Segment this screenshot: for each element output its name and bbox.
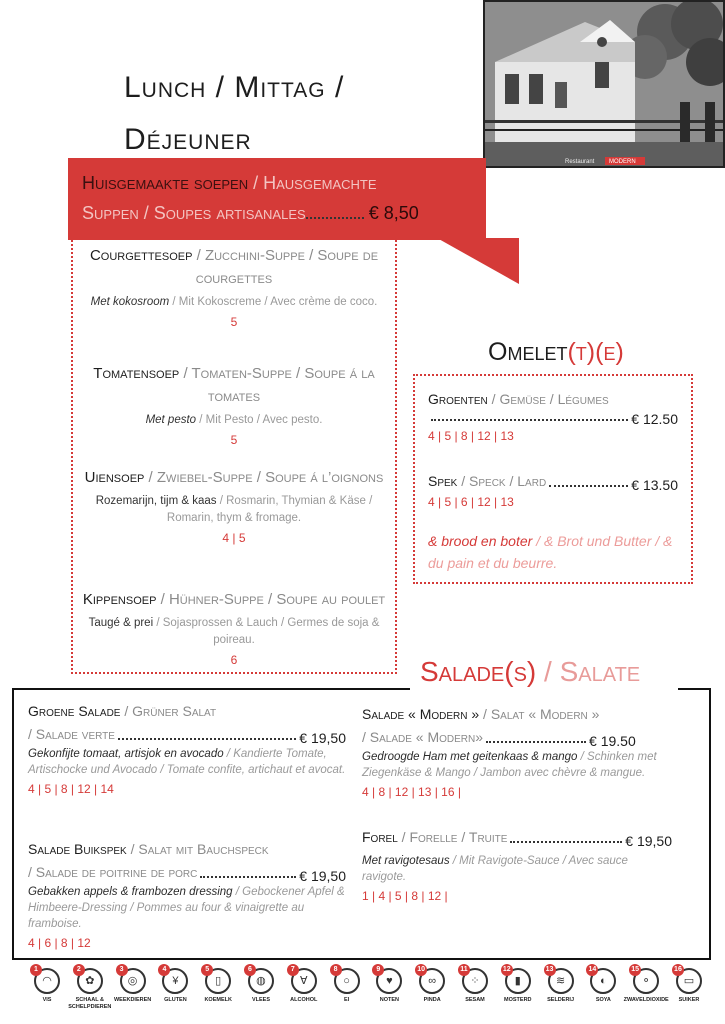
allergen-glyph: ⁘ [470, 975, 480, 987]
item-name-other: / Speck / Lard [457, 473, 547, 489]
item-name-nl: Spek [428, 473, 458, 489]
salads-heading [420, 656, 640, 688]
allergen-codes: 4 | 5 | 8 | 12 | 14 [28, 782, 114, 796]
allergen-koemelk [199, 968, 237, 1024]
allergen-number: 10 [415, 964, 427, 976]
allergen-codes: 4 | 5 | 8 | 12 | 13 [428, 429, 514, 443]
item-name-other: / Hühner-Suppe / Soupe au poulet [156, 591, 386, 608]
allergen-glyph: ◎ [127, 975, 138, 987]
allergen-gluten [156, 968, 194, 1024]
omelet-note-other: / & Brot und Butter / & du pain et du beurre. [428, 533, 673, 571]
banner-fold [437, 238, 519, 284]
allergen-number: 14 [586, 964, 598, 976]
soups-banner-text [82, 168, 462, 228]
allergen-number: 7 [287, 964, 299, 976]
soups-price: € 8,50 [368, 203, 419, 223]
peanut-icon [419, 968, 445, 994]
item-desc-other: / Sojasprossen & Lauch / Germes de soja & poireau. [153, 617, 380, 646]
meat-icon [248, 968, 274, 994]
allergen-number: 13 [544, 964, 556, 976]
omelet-note [428, 530, 688, 574]
allergen-vis [28, 968, 66, 1024]
allergen-number: 8 [330, 964, 342, 976]
allergen-label: PINDA [423, 997, 441, 1003]
allergen-number: 16 [672, 964, 684, 976]
allergen-number: 11 [458, 964, 470, 976]
item-name-nl: Salade Buikspek [28, 841, 127, 857]
allergen-codes: 4 | 5 | 6 | 12 | 13 [428, 495, 514, 509]
allergen-label: GLUTEN [164, 997, 187, 1003]
menu-item [76, 244, 392, 331]
allergen-glyph: ∀ [300, 975, 308, 987]
menu-item [362, 826, 672, 905]
allergen-number: 6 [244, 964, 256, 976]
allergen-noten [370, 968, 408, 1024]
allergen-glyph: ≋ [555, 975, 566, 987]
allergen-suiker [670, 968, 708, 1024]
allergen-weekdieren [114, 968, 152, 1024]
sulphite-icon [633, 968, 659, 994]
sign-text-1: Restaurant [565, 159, 595, 165]
item-desc-nl: Met kokosroom [90, 296, 170, 308]
sesame-icon [462, 968, 488, 994]
item-name-other: / Tomaten-Suppe / Soupe á la tomates [179, 365, 375, 405]
omelet-title-suffix: (t)(e) [567, 338, 624, 366]
item-name-de: / Forelle / Truite [397, 829, 508, 845]
soups-title-fr: Suppen / Soupes artisanales [82, 203, 306, 223]
omelet-title: Omelet [488, 338, 568, 366]
item-name-de: / Grüner Salat [120, 703, 217, 719]
mollusc-icon [120, 968, 146, 994]
allergen-number: 4 [158, 964, 170, 976]
allergen-label: SCHAAL & SCHELPDIEREN [68, 997, 112, 1010]
item-name-nl: Groenten [428, 391, 488, 407]
item-name-fr: / Salade « Modern» [362, 729, 484, 745]
allergen-soya [584, 968, 622, 1024]
allergen-label: MOSTERD [504, 997, 532, 1003]
allergen-label: ALCOHOL [290, 997, 318, 1003]
allergen-label: SUIKER [678, 997, 700, 1003]
item-price: € 19,50 [299, 868, 346, 884]
allergen-label: EI [343, 997, 350, 1003]
allergen-number: 2 [73, 964, 85, 976]
item-name-fr: / Salade de poitrine de porc [28, 864, 198, 880]
fish-icon [34, 968, 60, 994]
allergen-mosterd [499, 968, 537, 1024]
salads-title-rest: / Salate [536, 656, 641, 687]
allergen-legend [28, 968, 708, 1024]
allergen-glyph: ⚬ [641, 975, 651, 987]
allergen-label: SESAM [465, 997, 485, 1003]
item-price: € 19,50 [625, 833, 672, 849]
item-desc-nl: Taugé & prei [88, 617, 154, 629]
allergen-glyph: ♥ [386, 975, 393, 987]
item-desc-other: / Rosmarin, Thymian & Käse / Romarin, thym & fromage. [166, 495, 373, 524]
allergen-ei [328, 968, 366, 1024]
item-desc-other: / Schinken met Ziegenkäse & Mango / Jambon avec chèvre & mangue. [362, 751, 657, 779]
allergen-glyph: ◍ [256, 975, 266, 987]
allergen-glyph: ○ [343, 975, 350, 987]
allergen-label: NOTEN [379, 997, 399, 1003]
allergen-codes: 1 | 4 | 5 | 8 | 12 | [362, 889, 448, 903]
allergen-number: 3 [116, 964, 128, 976]
item-name-de: / Salat « Modern » [479, 706, 600, 722]
menu-item [28, 700, 346, 798]
item-desc-nl: Met pesto [145, 414, 197, 426]
omelet-note-nl: & brood en boter [428, 533, 533, 549]
menu-item [28, 838, 346, 952]
item-name-nl: Groene Salade [28, 703, 121, 719]
item-desc-other: / Kandierte Tomate, Artischocke und Avocado / Tomate confite, artichaut et avocat. [28, 748, 346, 776]
title-line-2: Déjeuner [124, 123, 252, 156]
item-name-nl: Tomatensoep [93, 365, 180, 382]
glass-icon [291, 968, 317, 994]
allergen-number: 1 [30, 964, 42, 976]
allergen-label: WEEKDIEREN [113, 997, 152, 1003]
omelet-heading [488, 338, 624, 367]
item-name-other: / Zucchini-Suppe / Soupe de courgettes [192, 247, 379, 287]
page-title [124, 62, 424, 166]
item-name-other: / Gemüse / Légumes [487, 391, 609, 407]
salads-title: Salade(s) [420, 656, 537, 687]
allergen-number: 12 [501, 964, 513, 976]
allergen-glyph: ▭ [683, 975, 695, 987]
allergen-alcohol [285, 968, 323, 1024]
allergen-label: ZWAVELDIOXIDE [623, 997, 669, 1003]
shellfish-icon [77, 968, 103, 994]
sign-text-2: MODERN [609, 159, 636, 165]
item-name-fr: / Salade verte [28, 726, 115, 742]
item-price: € 19.50 [589, 733, 636, 749]
allergen-schaal-schelpdieren [68, 966, 112, 1024]
allergen-label: SOYA [595, 997, 611, 1003]
item-price: € 19,50 [299, 730, 346, 746]
mustard-icon [502, 966, 531, 994]
allergen-vlees [242, 968, 280, 1024]
celery-icon [545, 966, 574, 994]
soups-title-nl: Huisgemaakte soepen [82, 173, 249, 193]
nut-icon [376, 968, 402, 994]
item-name-nl: Forel [362, 829, 398, 845]
item-name-nl: Salade « Modern » [362, 706, 480, 722]
allergen-number: 5 [201, 964, 213, 976]
item-desc-nl: Gekonfijte tomaat, artisjok en avocado [28, 748, 224, 760]
item-price: € 13.50 [631, 477, 678, 493]
allergen-number: 9 [372, 964, 384, 976]
allergen-label: VLEES [251, 997, 270, 1003]
allergen-sesam [456, 968, 494, 1024]
item-price: € 12.50 [631, 411, 678, 427]
item-name-de: / Salat mit Bauchspeck [126, 841, 269, 857]
item-name-nl: Kippensoep [82, 591, 157, 608]
soups-title-de: / Hausgemachte [248, 173, 377, 193]
allergen-pinda [413, 968, 451, 1024]
milk-icon [205, 968, 231, 994]
restaurant-photo [483, 0, 725, 168]
allergen-glyph: ▮ [514, 975, 521, 987]
title-line-1: Lunch / Mittag / [124, 71, 345, 104]
allergen-codes: 4 | 8 | 12 | 13 | 16 | [362, 785, 461, 799]
allergen-number: 15 [629, 964, 641, 976]
allergen-codes: 5 [230, 315, 238, 329]
sugar-icon [676, 968, 702, 994]
allergen-glyph: ◐ [600, 975, 607, 987]
allergen-glyph: ▯ [215, 975, 222, 987]
item-name-nl: Courgettesoep [89, 247, 193, 264]
allergen-codes: 5 [230, 433, 238, 447]
egg-icon [334, 968, 360, 994]
menu-item [428, 470, 678, 511]
item-desc-nl: Gedroogde Ham met geitenkaas & mango [362, 751, 578, 763]
item-desc-nl: Rozemarijn, tijm & kaas [95, 495, 217, 507]
soy-icon [590, 968, 616, 994]
allergen-label: SELDERIJ [547, 997, 575, 1003]
allergen-glyph: ¥ [172, 975, 179, 987]
item-name-nl: Uiensoep [84, 469, 145, 486]
wheat-icon [162, 968, 188, 994]
menu-item [428, 388, 678, 445]
allergen-zwaveldioxide [623, 966, 669, 1024]
item-desc-nl: Met ravigotesaus [362, 855, 450, 867]
item-desc-other: / Mit Ravigote-Sauce / Avec sauce ravigote. [362, 855, 628, 883]
menu-item [76, 362, 392, 449]
item-desc-other: / Mit Kokoscreme / Avec crème de coco. [169, 296, 378, 308]
item-name-other: / Zwiebel-Suppe / Soupe á l’oignons [144, 469, 384, 486]
menu-item [76, 588, 392, 669]
allergen-codes: 4 | 6 | 8 | 12 [28, 936, 91, 950]
allergen-label: KOEMELK [204, 997, 232, 1003]
allergen-glyph: ◠ [42, 975, 52, 987]
allergen-codes: 6 [230, 653, 238, 667]
allergen-glyph: ∞ [428, 975, 437, 987]
menu-item [362, 703, 702, 801]
item-desc-nl: Gebakken appels & frambozen dressing [28, 886, 233, 898]
allergen-label: VIS [42, 997, 52, 1003]
allergen-glyph: ✿ [85, 975, 95, 987]
allergen-codes: 4 | 5 [222, 531, 246, 545]
menu-item [76, 466, 392, 547]
item-desc-other: / Mit Pesto / Avec pesto. [196, 414, 323, 426]
allergen-selderij [542, 968, 580, 1024]
item-desc-other: / Gebockener Apfel & Himbeere-Dressing / Pommes au four & vinaigrette au framboise. [28, 886, 345, 930]
